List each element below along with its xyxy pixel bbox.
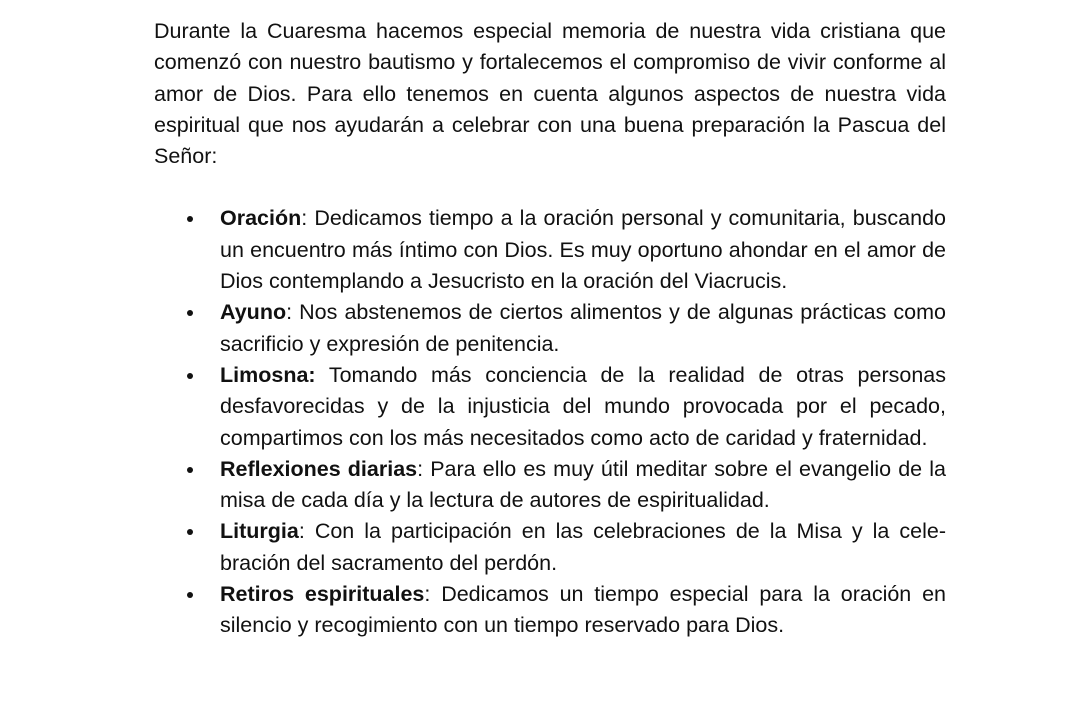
- list-item-text: Para ello es muy útil meditar sobre el evangelio de la misa de cada día y la lectura de autores de espiritualidad.: [220, 456, 946, 513]
- list-item-text: Nos abstenemos de ciertos alimentos y de algunas prácticas como sacrificio y expresión de penitencia.: [220, 300, 946, 356]
- list-item-term: Ayuno: [220, 300, 287, 325]
- list-item-separator: :: [417, 456, 431, 481]
- list-item-term: Liturgia: [220, 519, 299, 544]
- list-item-retiros-espirituales: [154, 579, 946, 642]
- practices-list: [154, 203, 946, 641]
- list-item-separator: [316, 363, 329, 387]
- list-item-term: Reflexiones diarias: [220, 456, 418, 481]
- document-page: [154, 16, 946, 642]
- bullet-icon: [187, 373, 193, 379]
- list-item-text: Tomando más conciencia de la realidad de otras personas desfavorecidas y de la injusticia del mundo provocada por el pecado, compartimos con los más necesitados como acto de caridad y fraternidad.: [220, 362, 946, 450]
- bullet-icon: [187, 467, 193, 473]
- list-item-liturgia: [154, 516, 946, 579]
- bullet-icon: [187, 216, 193, 222]
- list-item-term: Limosna:: [220, 362, 316, 387]
- list-item-ayuno: [154, 297, 946, 360]
- bullet-icon: [187, 592, 193, 598]
- list-item-text: Dedicamos tiempo a la oración personal y comunitaria, buscando un encuentro más íntimo con Dios. Es muy oportuno ahondar en el amor de Dios contemplando a Jesucristo en la oración del Viacrucis.: [220, 206, 946, 294]
- list-item-separator: :: [286, 300, 300, 325]
- list-item-separator: :: [424, 582, 442, 607]
- list-item-term: Retiros espirituales: [220, 582, 425, 607]
- list-item-term: Oración: [220, 206, 302, 231]
- bullet-icon: [187, 529, 193, 535]
- list-item-reflexiones-diarias: [154, 454, 946, 517]
- intro-paragraph: Durante la Cuaresma hacemos especial memoria de nuestra vida cristiana que comenzó con nuestro bautismo y fortalecemos el compromiso de vivir conforme al amor de Dios. Para ello tenemos en cuenta algunos aspectos de nuestra vida espiritual que nos ayudarán a celebrar con una buena preparación la Pascua del Señor:: [154, 19, 946, 169]
- list-item-text: Dedicamos un tiempo especial para la oración en silencio y recogimiento con un tiempo reservado para Dios.: [220, 582, 947, 638]
- list-item-oracion: [154, 203, 946, 297]
- list-item-separator: :: [301, 206, 315, 231]
- list-item-limosna: [154, 360, 946, 454]
- list-item-separator: :: [298, 519, 315, 544]
- list-item-text: Con la participación en las celebraciones de la Misa y la celebración del sacramento del perdón.: [220, 519, 946, 575]
- bullet-icon: [187, 310, 193, 316]
